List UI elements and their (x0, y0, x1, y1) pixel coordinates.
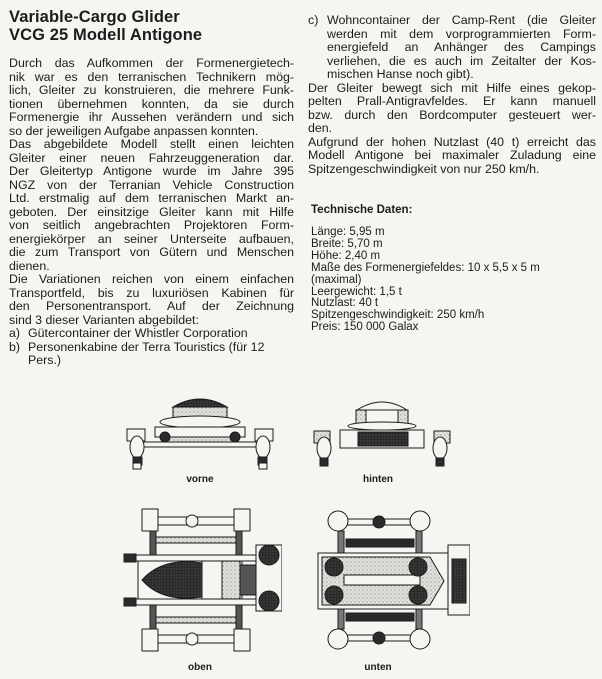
left-column (9, 57, 294, 368)
title-line-2: VCG 25 Modell Antigone (9, 26, 203, 44)
tech-data-item: Preis: 150 000 Galax (311, 321, 419, 334)
text-line: von seitlich angebrachten Projektoren Form- (9, 218, 294, 232)
variant-text: Wohncontainer der Camp-Rent (die Gleiter (327, 13, 596, 27)
text-line: Die Variationen reichen von einem einfachen (9, 272, 294, 286)
variant-label: c) (308, 13, 319, 27)
text-line: Transportfeld, bis zu luxuriösen Kabinen für (9, 285, 294, 300)
text-line: energiekörper an seiner Unterseite aufbauen, (9, 231, 294, 246)
top-view-caption: oben (188, 662, 212, 673)
rear-view-caption: hinten (363, 474, 393, 485)
text-line: so der jeweiligen Aufgabe anpassen konnten. (9, 123, 259, 138)
variant-text: Pers.) (28, 353, 62, 367)
text-line: Formenergie ihr Aussehen verändern und sich (9, 110, 294, 124)
text-line: tionen übernehmen konnten, da sie durch (9, 96, 294, 111)
text-line: Durch das Aufkommen der Formenergietech- (9, 56, 294, 70)
text-line: Das abgebildete Modell stellt einen leichten (9, 137, 294, 151)
text-line: Spitzengeschwindigkeit von nur 250 km/h. (308, 161, 540, 176)
text-line: pelten Prall-Antigravfeldes. Er kann manuell (308, 94, 596, 108)
right-column (308, 14, 596, 176)
tech-data-item: Leergewicht: 1,5 t (311, 285, 402, 298)
tech-data-item: Breite: 5,70 m (311, 237, 383, 250)
text-line: Ltd. erstmalig auf dem terranischen Markt an- (9, 191, 294, 205)
variant-a (9, 327, 294, 341)
variant-c (308, 14, 596, 82)
text-line: NGZ von der Terranian Vehicle Construction (9, 177, 294, 192)
text-line: Der Gleitertyp Antigone wurde im Jahre 395 (9, 164, 294, 178)
variant-text: mischen Hanse noch gibt). (327, 67, 474, 81)
tech-data-item: (maximal) (311, 273, 362, 286)
text-line: dienen. (9, 258, 50, 273)
text-line: geboten. Der einsitzige Gleiter kann mit Hilfe (9, 204, 294, 219)
variant-label: b) (9, 339, 21, 354)
text-line: Modell Antigone bei maximaler Zuladung eine (308, 148, 596, 162)
tech-data-heading: Technische Daten: (311, 204, 413, 216)
text-line: die zum Transport von Gütern und Menschen (9, 245, 294, 259)
tech-data-item: Höhe: 2,40 m (311, 249, 381, 262)
variant-text: Personenkabine der Terra Touristics (für 12 (28, 339, 265, 354)
variant-text: werden mit dem vorprogrammierten Form- (327, 26, 596, 41)
top-view-drawing (122, 505, 282, 655)
bottom-view-drawing (310, 505, 470, 655)
variant-text: energiefeld an Anhänger des Campings (327, 40, 596, 54)
title-line-1: Variable-Cargo Glider (9, 8, 180, 26)
front-view-caption: vorne (186, 474, 214, 485)
text-line: nik war es den terranischen Technikern mög- (9, 69, 294, 84)
tech-data-item: Länge: 5,95 m (311, 226, 385, 238)
text-line: lich, Gleiter zu konstruieren, die mehrere Funk- (9, 83, 294, 97)
tech-data-item: Maße des Formenergiefeldes: 10 x 5,5 x 5 m (311, 261, 540, 274)
text-line: Aufgrund der hohen Nutzlast (40 t) erreicht das (308, 134, 596, 149)
front-view-drawing (125, 395, 275, 470)
tech-data-list (311, 227, 540, 334)
tech-data-item: Spitzengeschwindigkeit: 250 km/h (311, 309, 485, 322)
variant-b (9, 341, 294, 368)
article-title (9, 8, 202, 44)
text-line: den. (308, 121, 333, 135)
variant-text: verliehen, die es auch im Zeitalter der Kos- (327, 53, 596, 68)
variant-label: a) (9, 326, 21, 340)
variant-text: Gütercontainer der Whistler Corporation (28, 326, 248, 340)
text-line: Der Gleiter bewegt sich mit Hilfe eines gekop- (308, 80, 596, 95)
text-line: sind 3 dieser Varianten abgebildet: (9, 312, 199, 327)
bottom-view-caption: unten (364, 662, 392, 673)
text-line: bzw. durch den Bordcomputer gesteuert wer- (308, 107, 596, 122)
rear-view-drawing (312, 398, 452, 470)
text-line: Gleiter einer neuen Fahrzeuggeneration dar. (9, 150, 294, 165)
tech-data-item: Nutzlast: 40 t (311, 297, 379, 310)
text-line: den Personentransport. Auf der Zeichnung (9, 299, 294, 313)
